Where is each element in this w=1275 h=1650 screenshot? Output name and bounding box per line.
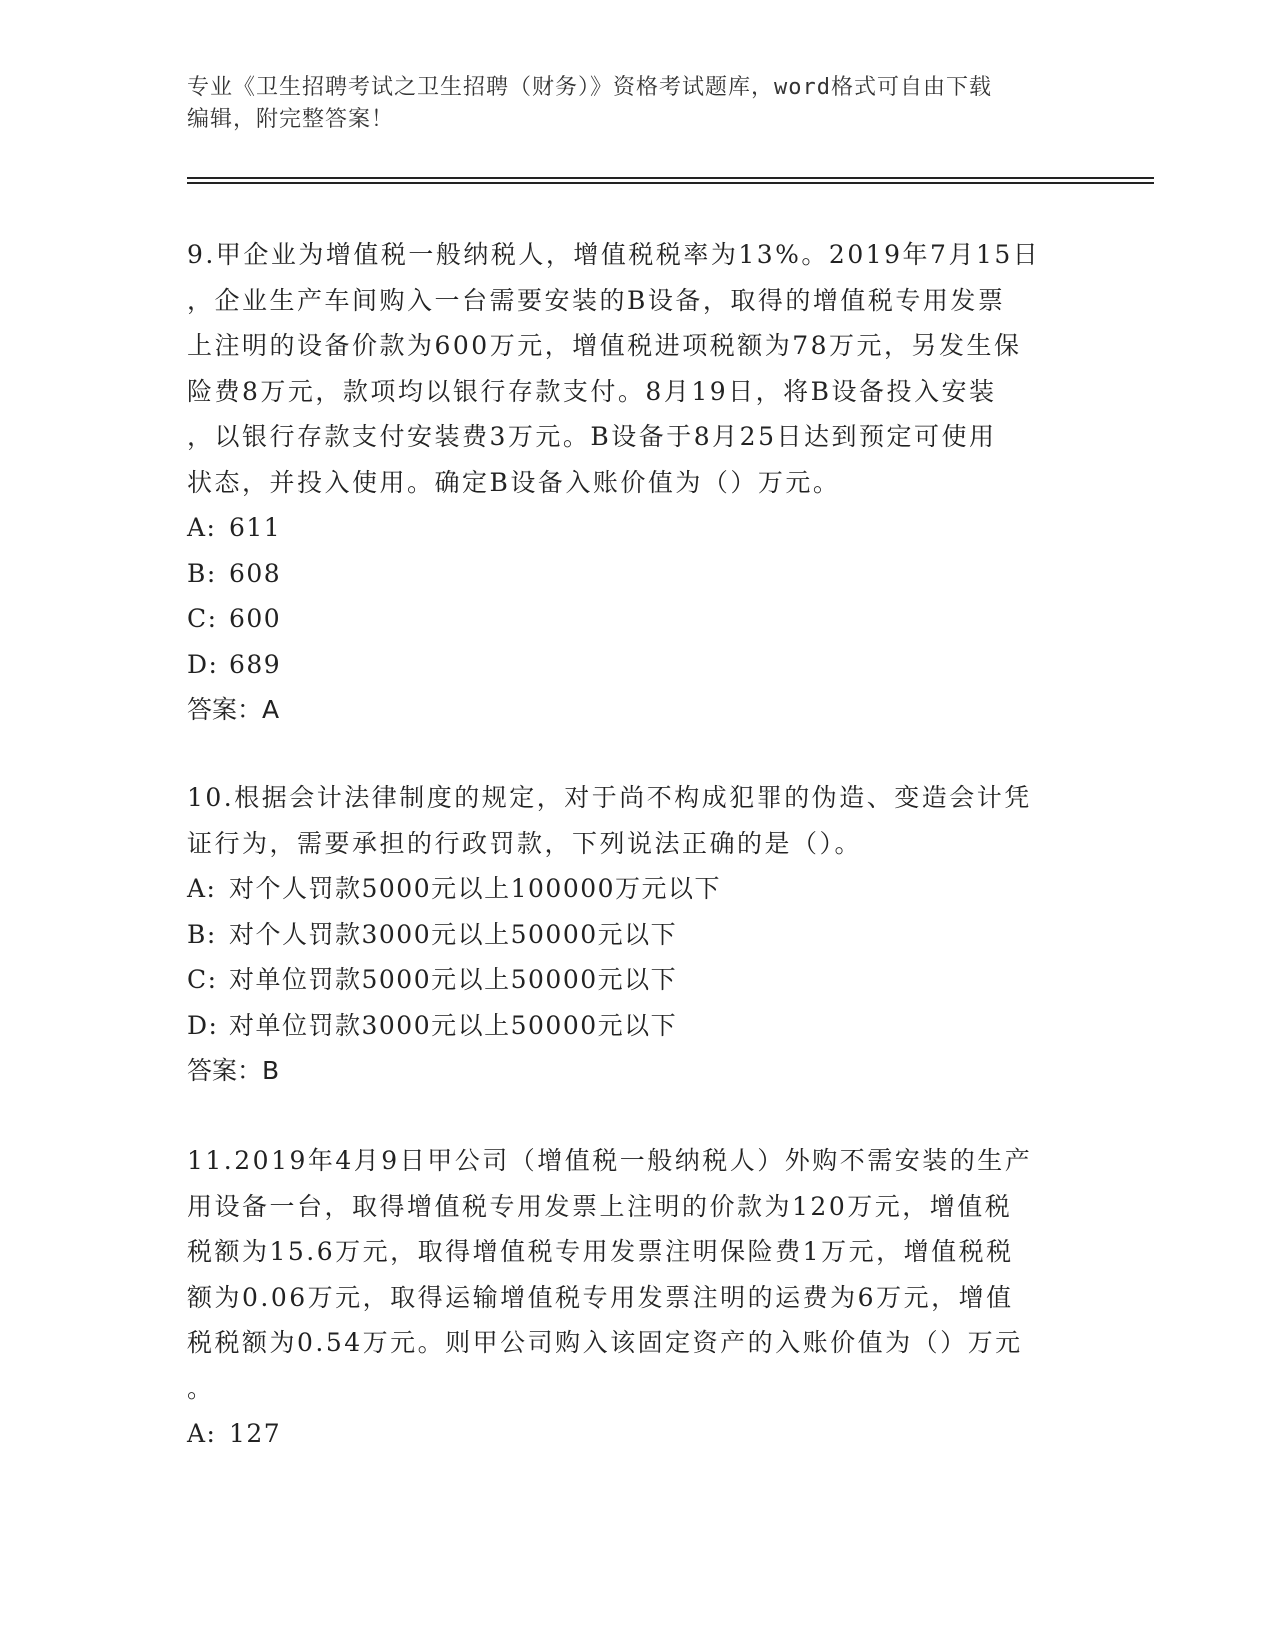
option-a [187, 1411, 1082, 1457]
option-d [187, 642, 1082, 688]
stem-line: 10.根据会计法律制度的规定，对于尚不构成犯罪的伪造、变造会计凭 [187, 783, 1032, 812]
stem-line: 状态，并投入使用。确定B设备入账价值为（）万元。 [187, 467, 841, 497]
option-key: B: [187, 919, 217, 949]
question-9 [187, 232, 1082, 733]
option-key: A: [187, 874, 217, 903]
stem-line: 险费8万元，款项均以银行存款支付。8月19日，将B设备投入安装 [187, 376, 997, 406]
option-key: D: [187, 1010, 219, 1040]
option-text: 对个人罚款5000元以上100000万元以下 [229, 874, 722, 903]
question-stem [187, 232, 1082, 505]
stem-line: ，企业生产车间购入一台需要安装的B设备，取得的增值税专用发票 [187, 285, 1006, 315]
option-text: 对单位罚款5000元以上50000元以下 [229, 965, 678, 994]
header-line-2: 编辑，附完整答案！ [187, 107, 395, 132]
question-stem [187, 1138, 1082, 1411]
question-10 [187, 775, 1082, 1094]
stem-line: 用设备一台，取得增值税专用发票上注明的价款为120万元，增值税 [187, 1191, 1013, 1221]
option-key: A: [187, 1419, 217, 1448]
option-b [187, 912, 1082, 958]
stem-line: 税额为15.6万元，取得增值税专用发票注明保险费1万元，增值税税 [187, 1237, 1014, 1266]
option-c [187, 957, 1082, 1003]
option-key: B: [187, 558, 217, 588]
stem-line: 9.甲企业为增值税一般纳税人，增值税税率为13%。2019年7月15日 [187, 240, 1041, 269]
option-d [187, 1003, 1082, 1049]
option-text: 对单位罚款3000元以上50000元以下 [229, 1010, 678, 1040]
stem-line: 税税额为0.54万元。则甲公司购入该固定资产的入账价值为（）万元 [187, 1328, 1023, 1357]
option-key: C: [187, 965, 218, 994]
header-divider-top [187, 177, 1154, 179]
header-divider-bottom [187, 182, 1154, 184]
option-a [187, 866, 1082, 912]
option-text: 611 [229, 513, 282, 542]
question-stem [187, 775, 1082, 866]
option-key: C: [187, 604, 218, 633]
option-text: 127 [229, 1419, 282, 1448]
stem-line: 11.2019年4月9日甲公司（增值税一般纳税人）外购不需安装的生产 [187, 1146, 1033, 1175]
option-b [187, 551, 1082, 597]
option-key: A: [187, 513, 217, 542]
option-text: 608 [229, 558, 282, 588]
stem-line: 额为0.06万元，取得运输增值税专用发票注明的运费为6万元，增值 [187, 1282, 1014, 1312]
stem-line: 。 [187, 1373, 215, 1403]
option-a [187, 505, 1082, 551]
answer-line: 答案：A [187, 695, 280, 724]
question-11 [187, 1138, 1082, 1457]
option-c [187, 596, 1082, 642]
stem-line: 证行为，需要承担的行政罚款，下列说法正确的是（）。 [187, 828, 863, 858]
answer-line: 答案：B [187, 1056, 280, 1085]
option-text: 600 [229, 604, 282, 633]
option-text: 689 [229, 649, 282, 679]
option-text: 对个人罚款3000元以上50000元以下 [229, 919, 678, 949]
stem-line: ，以银行存款支付安装费3万元。B设备于8月25日达到预定可使用 [187, 422, 997, 451]
header-line-1: 专业《卫生招聘考试之卫生招聘（财务）》资格考试题库，word格式可自由下载 [187, 75, 992, 100]
stem-line: 上注明的设备价款为600万元，增值税进项税额为78万元，另发生保 [187, 331, 1022, 360]
option-key: D: [187, 649, 219, 679]
document-header [187, 72, 1067, 136]
